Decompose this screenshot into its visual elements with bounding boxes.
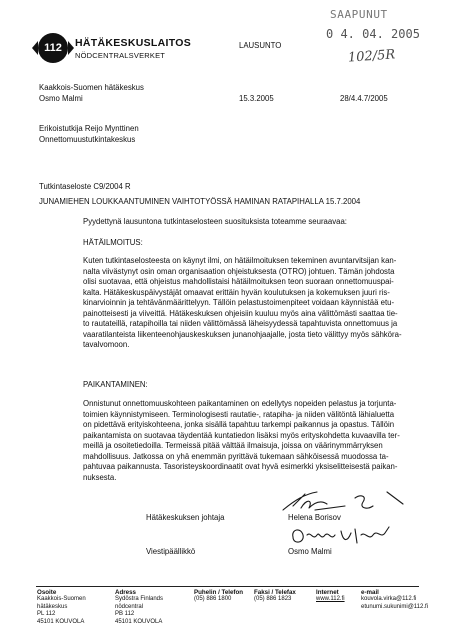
- footer-divider: [36, 586, 419, 587]
- footer-line: PB 112: [115, 611, 135, 618]
- intro-line: Pyydettynä lausuntona tutkintaselosteen suosituksista toteamme seuraavaa:: [83, 217, 347, 226]
- footer-fax: [254, 589, 296, 604]
- footer-heading: Puhelin / Telefon: [194, 589, 244, 596]
- received-stamp-title: SAAPUNUT: [330, 8, 388, 21]
- body-line: Onnistunut onnettomuuskohteen paikantaminen on edellytys nopeiden pelastus ja torjunta-: [83, 399, 397, 408]
- footer-heading: e-mail: [361, 589, 379, 596]
- logo-subname: NÖDCENTRALSVERKET: [75, 51, 166, 60]
- logo-name: HÄTÄKESKUSLAITOS: [75, 37, 192, 49]
- footer-heading: Internet: [316, 589, 339, 596]
- received-stamp-date: 0 4. 04. 2005: [326, 27, 420, 41]
- reference-number: 28/4.4.7/2005: [340, 94, 388, 103]
- sender-person: Osmo Malmi: [39, 94, 83, 103]
- footer-line: (05) 886 1800: [194, 596, 232, 603]
- footer-line: nödcentral: [115, 603, 144, 610]
- body-line: Kuten tutkintaselosteesta on käynyt ilmi, on hätäilmoituksen tekeminen avuntarvitsijan kan-: [83, 256, 397, 265]
- recipient-line2: Onnettomuustutkintakeskus: [39, 135, 136, 144]
- body-line: to rautateillä, ratapihoilla tai niiden välittömässä läheisyydessä tapahtuvista onnettomuus ja: [83, 319, 398, 328]
- footer-address-fi: [37, 589, 86, 626]
- body-line: tavalvomoon.: [83, 340, 130, 349]
- footer-line: Sydöstra Finlands: [115, 596, 164, 603]
- section-heading-localisation: PAIKANTAMINEN:: [83, 380, 148, 389]
- body-line: toimien käynnistymiseen. Terminologisesti rautatie-, ratapiha- ja niiden välitöntä lähialuetta: [83, 409, 395, 419]
- logo-left-arrow-icon: [32, 41, 38, 55]
- signature-name-communications: Osmo Malmi: [288, 547, 332, 556]
- logo-emblem: [38, 33, 68, 63]
- footer-phone: [194, 589, 243, 604]
- letter-date: 15.3.2005: [239, 94, 274, 103]
- footer-heading: Osoite: [37, 589, 57, 596]
- body-line: nuksesta.: [83, 472, 117, 482]
- footer-line: 45101 KOUVOLA: [115, 618, 163, 625]
- footer-line: hätäkeskus: [37, 603, 68, 610]
- body-line: kalta. Hätäkeskuspäivystäjät omaavat erittäin hyvän koulutuksen ja kokemuksen juuri ris-: [83, 287, 390, 297]
- logo-number: 112: [44, 42, 62, 54]
- body-line: nalta viivästynyt osin oman organisaation ohjeistuksesta (OTRO) johtuen. Tämän johdosta: [83, 266, 395, 276]
- sender-org: Kaakkois-Suomen hätäkeskus: [39, 83, 144, 92]
- section-body-emergency-call: [83, 256, 402, 351]
- footer-heading: Faksi / Telefax: [254, 589, 296, 596]
- footer-internet: [316, 589, 345, 604]
- received-stamp-ref: 102/5R: [347, 47, 396, 66]
- signature-osmo-malmi-icon: [285, 523, 405, 549]
- document-type: LAUSUNTO: [239, 41, 282, 50]
- footer-line: Kaakkois-Suomen: [37, 596, 86, 603]
- body-line: mahdollisuus. Jatkossa on yhä enemmän pyrittävä tukemaan sähköisessä muodossa ta-: [83, 451, 389, 461]
- subject-title: JUNAMIEHEN LOUKKAANTUMINEN VAIHTOTYÖSSÄ HAMINAN RATAPIHALLA 15.7.2004: [39, 197, 361, 206]
- logo-right-arrow-icon: [68, 41, 74, 55]
- signature-role-director: Hätäkeskuksen johtaja: [146, 513, 225, 522]
- body-line: meillä ja osoitetiedoilla. Termeissä pitää välttää ilmaisuja, joissa on väärinymmärryksen: [83, 441, 383, 450]
- section-body-localisation: [83, 399, 400, 483]
- footer-email: [361, 589, 428, 611]
- footer-line: 45101 KOUVOLA: [37, 618, 85, 625]
- footer-line: (05) 886 1823: [254, 596, 292, 603]
- email-link[interactable]: etunumi.sukunimi@112.fi: [361, 603, 429, 610]
- signature-name-director: Helena Borisov: [288, 513, 341, 522]
- signature-role-communications: Viestipäällikkö: [146, 547, 196, 556]
- footer-line: PL 112: [37, 611, 56, 618]
- body-line: pahtuvaa paikannusta. Tasoristeyskoordinaatit ovat hyvä esimerkki yksiselitteisestä paikan-: [83, 462, 398, 471]
- footer-heading: Adress: [115, 589, 136, 596]
- body-line: paikantamista on suotavaa täydentää kuntatiedon lisäksi myös erityskohdetta kuvaavilla ter-: [83, 430, 400, 440]
- body-line: olisi suotavaa, että ohjeistus mahdollistaisi hätäilmoituksen teon suoraan onnettomuuspai-: [83, 277, 394, 286]
- footer-address-sv: [115, 589, 163, 626]
- body-line: painotteisesti ja viiveittä. Hätäkeskuksen ohjeisiin kuuluu myös aina välittömästi saattaa tie-: [83, 308, 398, 318]
- body-line: vaaratilanteista liikenteenohjauskeskuksen junanohjaajalle, josta tieto välittyy myös sähkörа-: [83, 329, 402, 339]
- body-line: on pidettävä erityiskohteena, jonka sisällä tapahtuu tarkempi paikannus ja opastus. Tällöin: [83, 420, 395, 429]
- body-line: kinarvioinnin ja tehtävänmäärittelyyn. Tällöin pelastustoimenpiteet voidaan käynnistää etu-: [83, 298, 395, 307]
- section-heading-emergency-call: HÄTÄILMOITUS:: [83, 238, 143, 247]
- recipient-line1: Erikoistutkija Reijo Mynttinen: [39, 124, 139, 133]
- subject-ref: Tutkintaseloste C9/2004 R: [39, 182, 131, 191]
- website-link[interactable]: www.112.fi: [316, 596, 345, 603]
- email-link[interactable]: kouvola.virka@112.fi: [361, 596, 417, 603]
